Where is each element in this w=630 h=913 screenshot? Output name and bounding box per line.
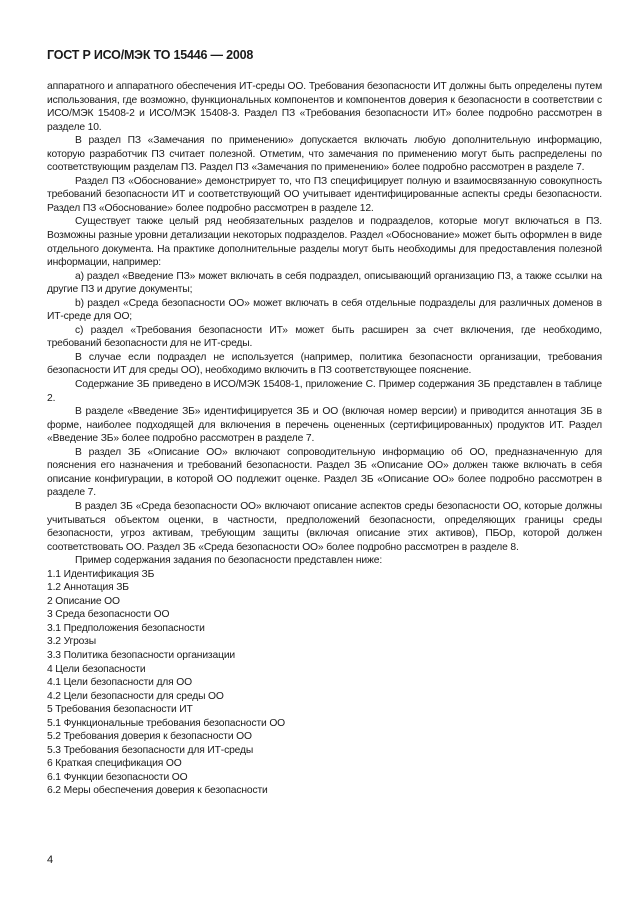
toc-item: 3 Среда безопасности ОО bbox=[47, 609, 170, 621]
toc-item: 4.1 Цели безопасности для ОО bbox=[47, 677, 193, 689]
toc-item: 3.3 Политика безопасности организации bbox=[47, 649, 236, 661]
toc-item: 6 Краткая спецификация ОО bbox=[47, 758, 182, 770]
paragraph: Существует также целый ряд необязательных разделов и подразделов, которые могут включаться в ПЗ. Возможны разные уровни детализации некоторых подразделов. Раздел «Обоснование» может быть оформлен в виде отдельного документа. На практике дополнительные разделы могут быть необходимы для предоставления полезной информации, например: bbox=[47, 216, 602, 269]
paragraph: Раздел ПЗ «Обоснование» демонстрирует то, что ПЗ специфицирует полную и взаимосвязанную совокупность требований безопасности ИТ и соответствующий ОО учитывает идентифицированные аспекты среды безопасности. Раздел ПЗ «Обоснование» более подробно рассмотрен в разделе 12. bbox=[47, 175, 602, 214]
toc-item: 4.2 Цели безопасности для среды ОО bbox=[47, 690, 224, 702]
list-item-a: a) раздел «Введение ПЗ» может включать в себя подраздел, описывающий организацию ПЗ, а также ссылки на другие ПЗ и другие документы; bbox=[47, 270, 602, 296]
toc-item: 5.2 Требования доверия к безопасности ОО bbox=[47, 731, 252, 743]
paragraph: В раздел ЗБ «Описание ОО» включают сопроводительную информацию об ОО, предназначенную для пояснения его назначения и требований безопасности. Раздел ЗБ «Описание ОО» должен также включать в себя описание конфигурации, в которой ОО подлежит оценке. Раздел ЗБ «Описание ОО» более подробно рассмотрен в разделе 7. bbox=[47, 446, 602, 499]
paragraph: Пример содержания задания по безопасности представлен ниже: bbox=[75, 555, 383, 567]
toc-item: 6.1 Функции безопасности ОО bbox=[47, 771, 188, 783]
page-number: 4 bbox=[47, 854, 54, 866]
toc-item: 2 Описание ОО bbox=[47, 595, 120, 607]
toc-item: 4 Цели безопасности bbox=[47, 663, 146, 675]
document-body bbox=[47, 80, 602, 798]
toc-list bbox=[47, 568, 602, 798]
toc-item: 5.3 Требования безопасности для ИТ-среды bbox=[47, 744, 254, 756]
paragraph: В раздел ЗБ «Среда безопасности ОО» включают описание аспектов среды безопасности ОО, которые должны учитываться объектом оценки, в частности, предположений безопасности, определяющих границы среды безопасности, угроз активам, требующим защиты (включая описание этих активов), ПБОр, которой должен соответствовать ОО. Раздел ЗБ «Среда безопасности ОО» более подробно рассмотрен в разделе 8. bbox=[47, 500, 602, 553]
paragraph: В разделе «Введение ЗБ» идентифицируется ЗБ и ОО (включая номер версии) и приводится аннотация ЗБ в форме, наиболее подходящей для включения в перечень оцененных (сертифицированных) продуктов ИТ. Раздел «Введение ЗБ» более подробно рассмотрен в разделе 7. bbox=[47, 406, 602, 445]
list-item-c: c) раздел «Требования безопасности ИТ» может быть расширен за счет включения, где необходимо, требований безопасности для не ИТ-среды. bbox=[47, 324, 602, 350]
paragraph: аппаратного и аппаратного обеспечения ИТ-среды ОО. Требования безопасности ИТ должны быть определены путем использования, где возможно, функциональных компонентов и компонентов доверия к безопасности в соответствии с ИСО/МЭК 15408-2 и ИСО/МЭК 15408-3. Раздел ПЗ «Требования безопасности ИТ» более подробно рассмотрен в разделе 10. bbox=[47, 81, 602, 133]
toc-item: 1.2 Аннотация ЗБ bbox=[47, 582, 129, 594]
paragraph: В случае если подраздел не используется (например, политика безопасности организации, требования безопасности ИТ для среды ОО), необходимо включить в ПЗ соответствующее пояснение. bbox=[47, 351, 602, 377]
paragraph: Содержание ЗБ приведено в ИСО/МЭК 15408-1, приложение С. Пример содержания ЗБ представлен в таблице 2. bbox=[47, 379, 602, 404]
paragraph: В раздел ПЗ «Замечания по применению» допускается включать любую дополнительную информацию, которую разработчик ПЗ считает полезной. Отметим, что замечания по применению могут быть распределены по соответствующим разделам ПЗ. Раздел ПЗ «Замечания по применению» более подробно рассмотрен в разделе 7. bbox=[47, 135, 602, 174]
toc-item: 5 Требования безопасности ИТ bbox=[47, 704, 193, 716]
toc-item: 1.1 Идентификация ЗБ bbox=[47, 568, 155, 580]
list-item-b: b) раздел «Среда безопасности ОО» может включать в себя отдельные подразделы для различных доменов в ИТ-среде для ОО; bbox=[47, 297, 602, 323]
toc-item: 3.2 Угрозы bbox=[47, 636, 96, 648]
toc-item: 6.2 Меры обеспечения доверия к безопасности bbox=[47, 785, 268, 797]
toc-item: 3.1 Предположения безопасности bbox=[47, 622, 205, 634]
page-header: ГОСТ Р ИСО/МЭК ТО 15446 — 2008 bbox=[47, 48, 254, 62]
toc-item: 5.1 Функциональные требования безопасности ОО bbox=[47, 717, 286, 729]
